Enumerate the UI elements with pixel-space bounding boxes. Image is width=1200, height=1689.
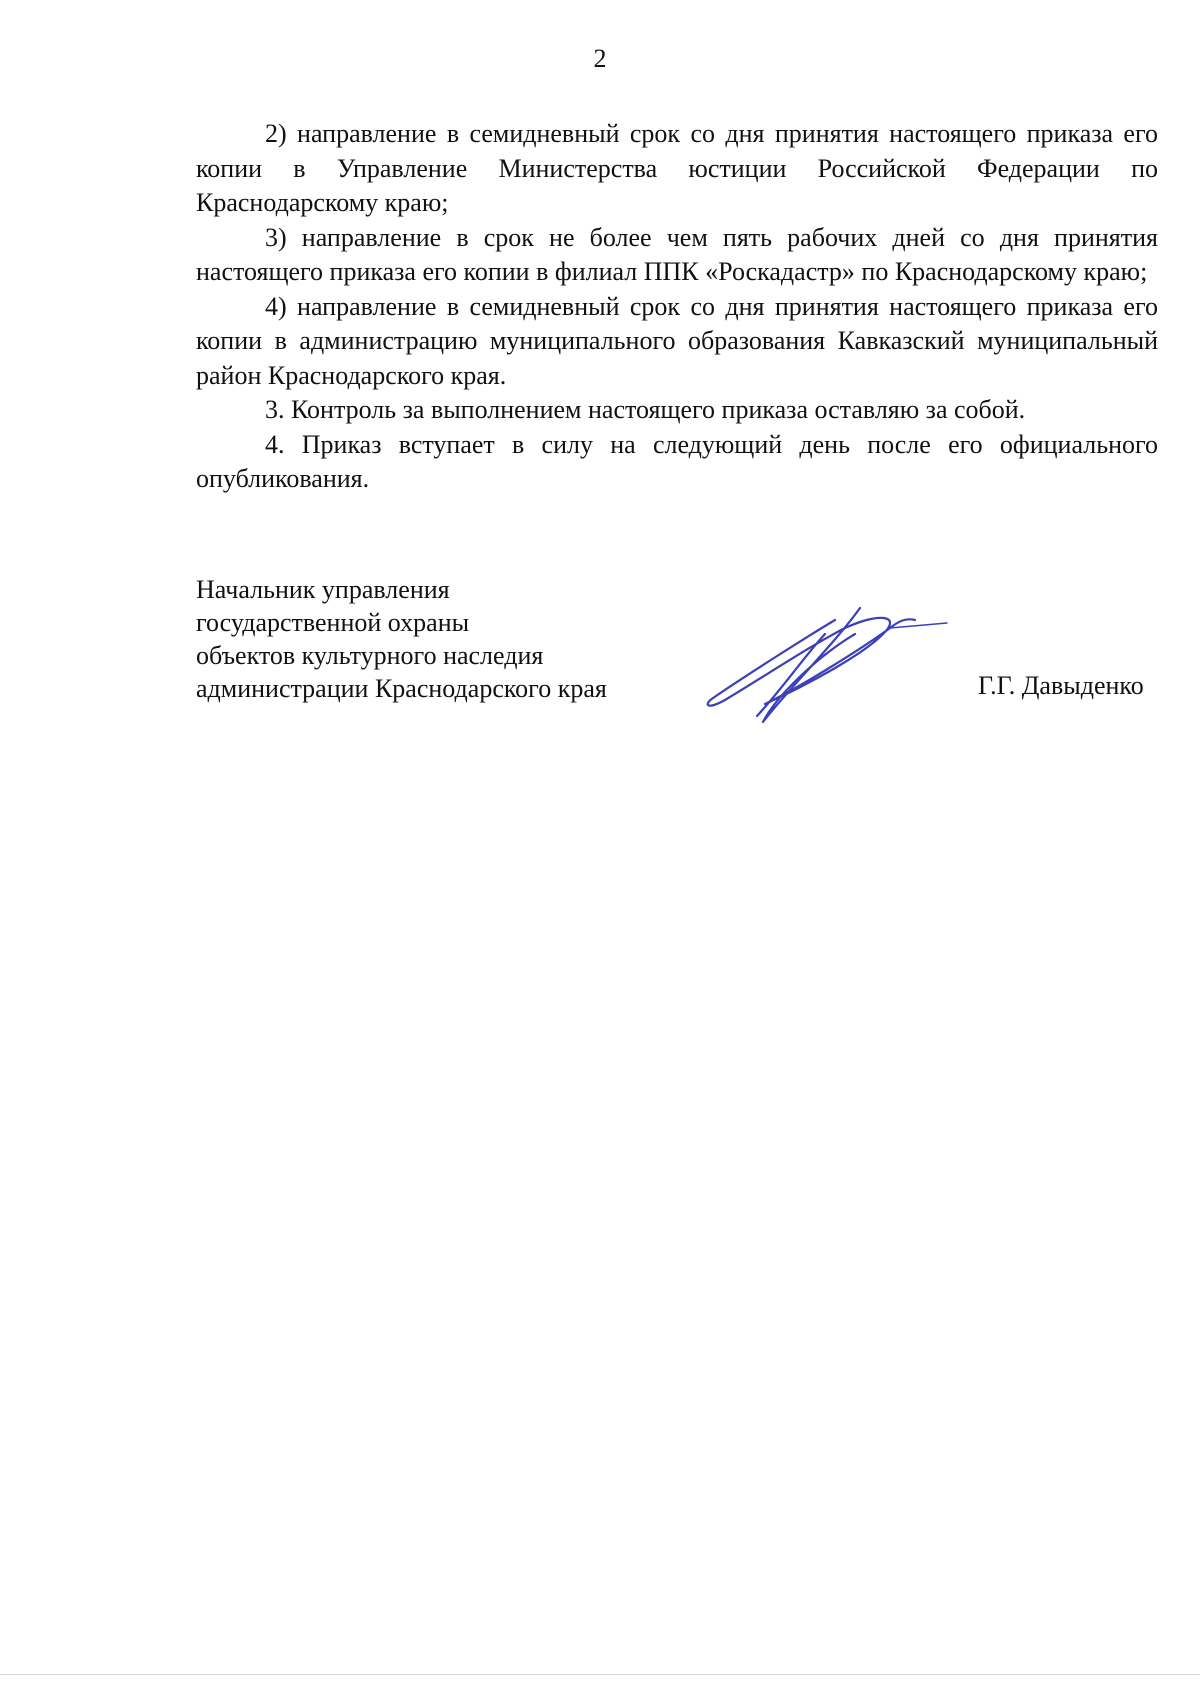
paragraph-item-3: 3) направление в срок не более чем пять рабочих дней со дня принятия настоящего приказа его копии в филиал ППК «Роскадастр» по Краснодарскому краю; [196,222,1158,286]
paragraph-item-4: 4) направление в семидневный срок со дня принятия настоящего приказа его копии в администрацию муниципального образования Кавказский муниципальный район Краснодарского края. [196,291,1158,390]
handwritten-signature [685,598,955,733]
page-number: 2 [593,44,607,73]
paragraph-item-2: 2) направление в семидневный срок со дня принятия настоящего приказа его копии в Управление Министерства юстиции Российской Федерации по Краснодарскому краю; [196,119,1158,217]
signer-title-line: государственной охраны [196,608,470,637]
signer-title-block [196,573,607,705]
signature-stroke [763,608,860,722]
signer-name: Г.Г. Давыденко [978,671,1144,700]
signer-title-line: администрации Краснодарского края [196,674,607,703]
signer-title-line: объектов культурного наследия [196,641,544,670]
paragraph-control-clause: 3. Контроль за выполнением настоящего приказа оставляю за собой. [265,395,1026,424]
scan-edge-line [0,1674,1200,1675]
body-text [196,117,1158,497]
signer-title-line: Начальник управления [196,575,450,604]
signature-stroke [890,623,947,628]
paragraph-effective-clause: 4. Приказ вступает в силу на следующий день после его официального опубликования. [196,429,1158,493]
